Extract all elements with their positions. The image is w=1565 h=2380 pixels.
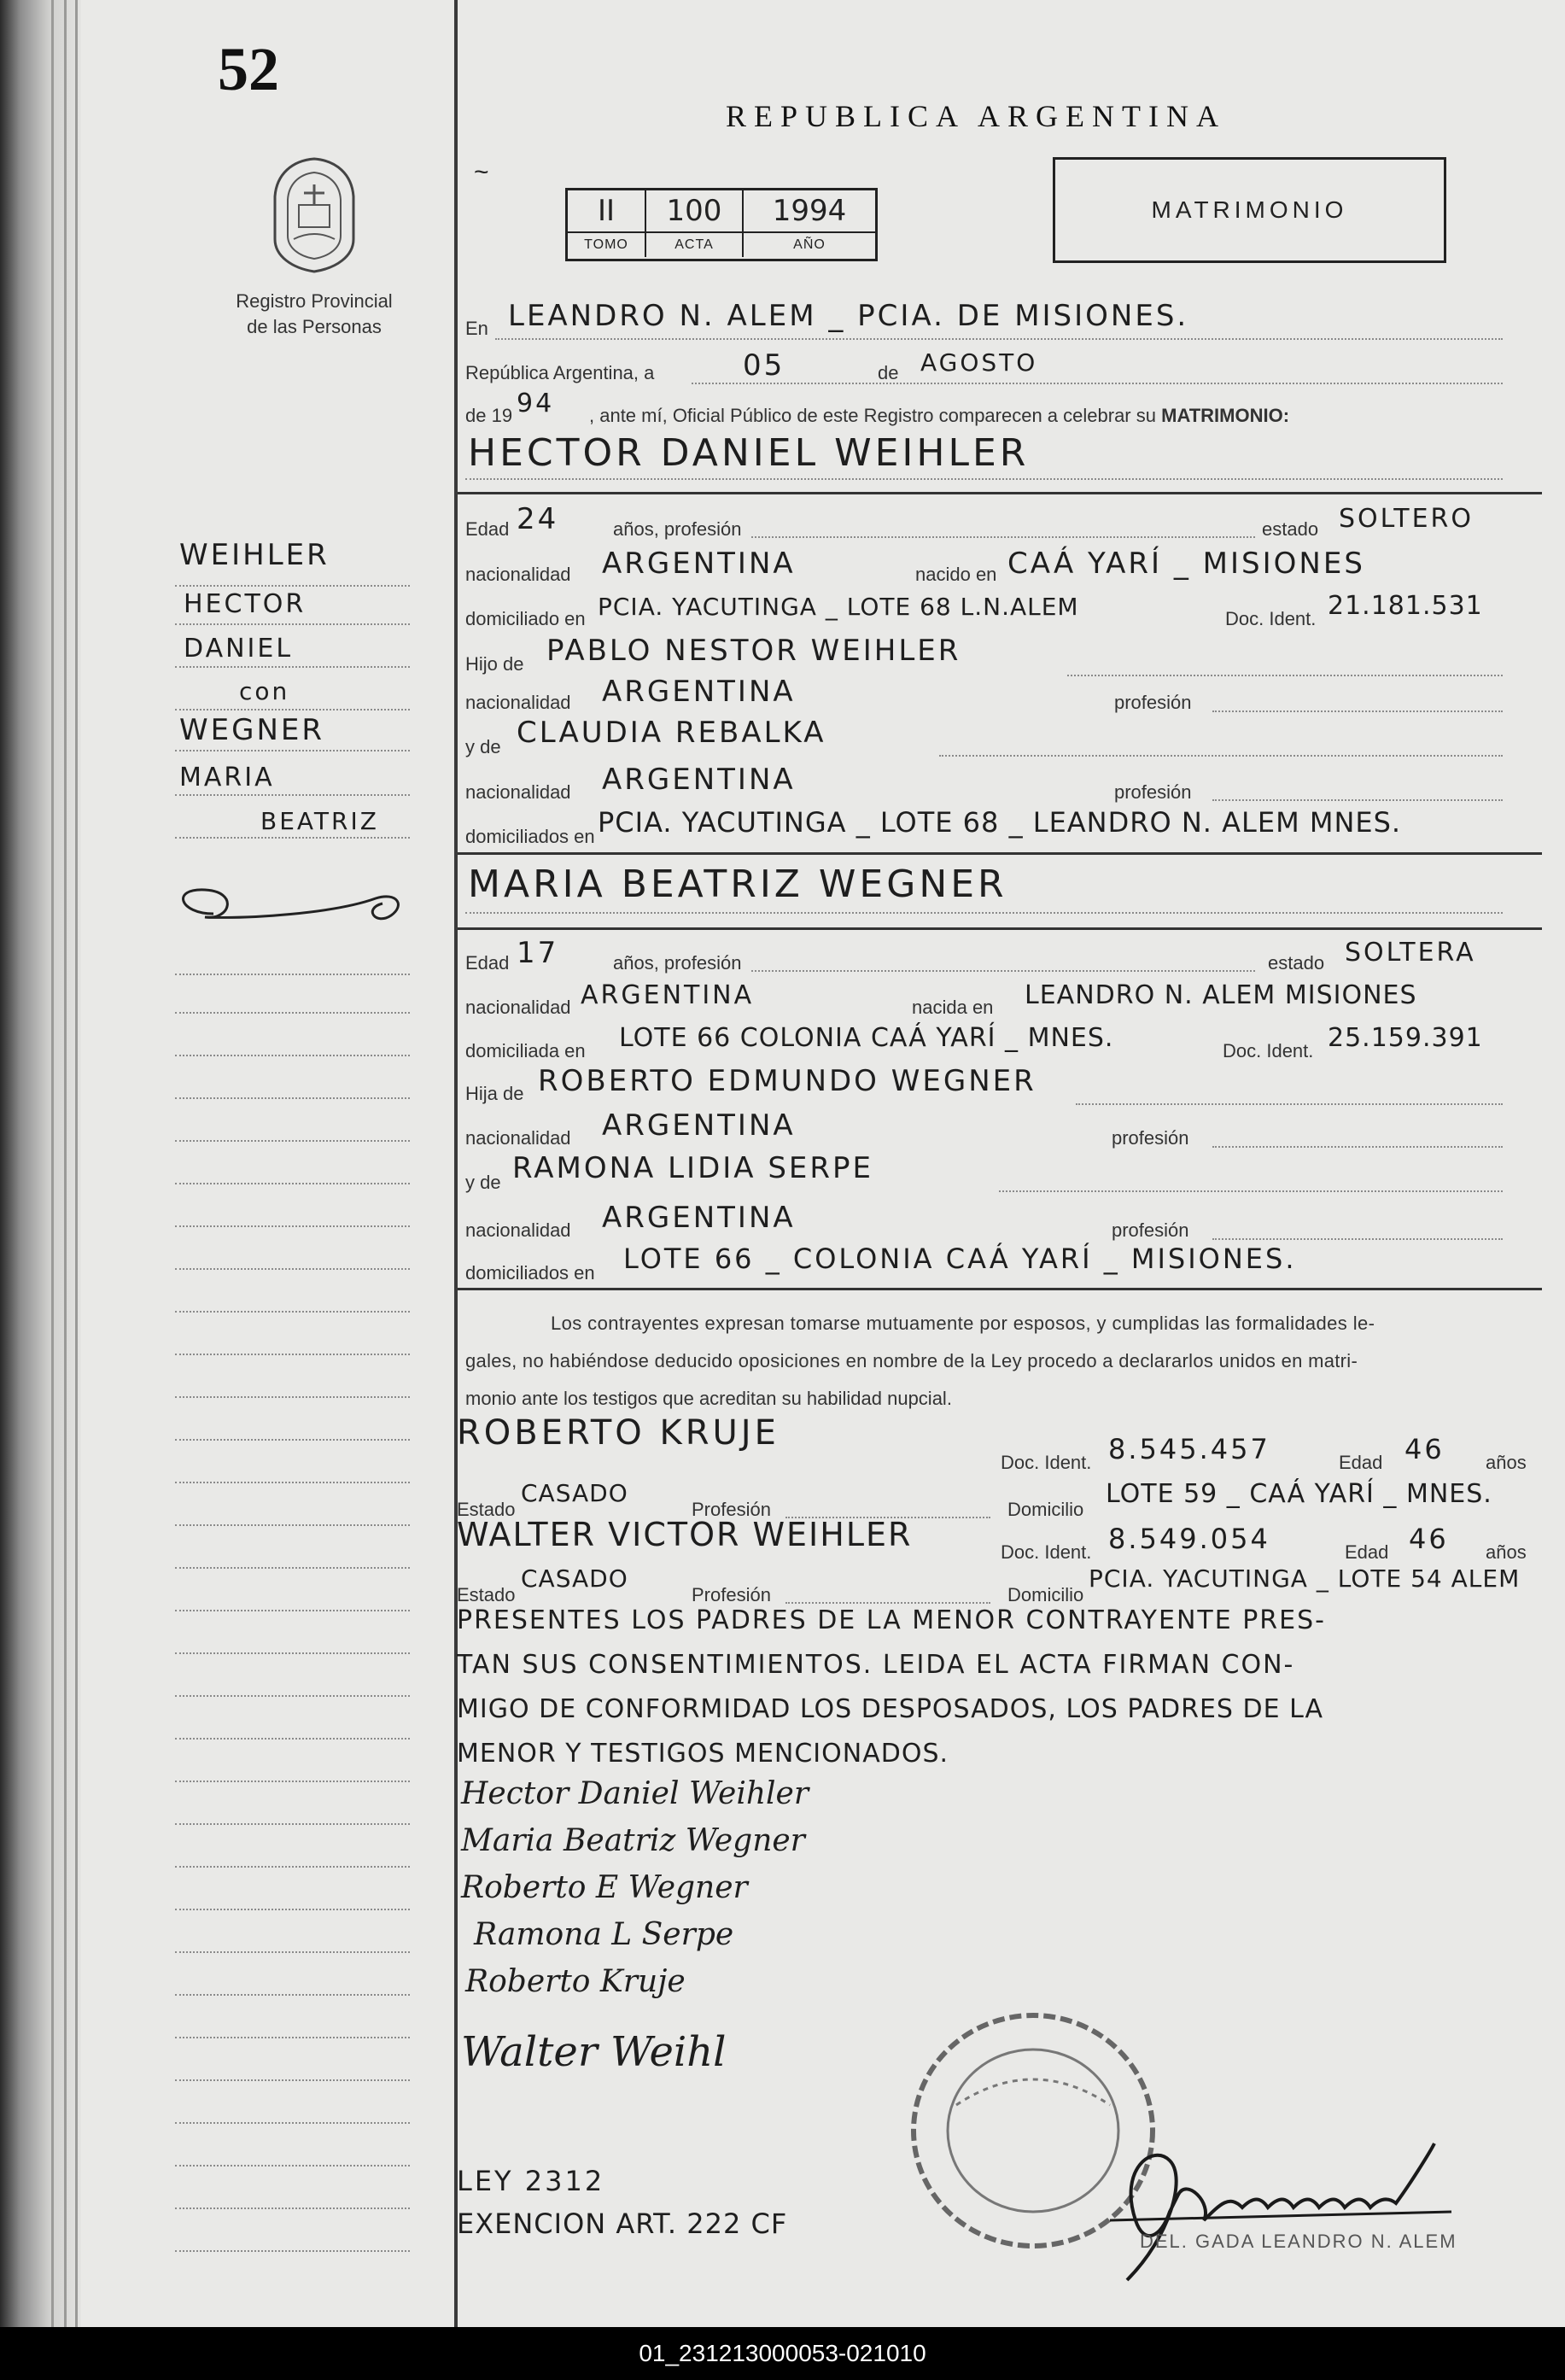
edad-label: Edad: [1339, 1452, 1383, 1473]
registry-line-2: de las Personas: [247, 316, 382, 337]
margin-rule: [175, 1012, 410, 1014]
groom-name: HECTOR DANIEL WEIHLER: [468, 431, 1030, 475]
margin-note-name: DANIEL: [184, 634, 294, 664]
year-suffix: 94: [517, 389, 555, 418]
margin-rule: [175, 1695, 410, 1697]
bride-status: SOLTERA: [1345, 938, 1476, 968]
groom-address: PCIA. YACUTINGA _ LOTE 68 L.N.ALEM: [598, 593, 1079, 621]
margin-rule: [175, 1439, 410, 1441]
domiciliados-label: domiciliados en: [465, 1262, 595, 1284]
bride-doc: 25.159.391: [1328, 1023, 1483, 1053]
official-stamp-text: DEL. GADA LEANDRO N. ALEM: [1140, 2231, 1457, 2252]
margin-rule: [175, 1951, 410, 1953]
de-label: de: [878, 362, 899, 383]
hijo-label: Hijo de: [465, 653, 524, 675]
estado-label: Estado: [457, 1584, 516, 1605]
groom-nationality: ARGENTINA: [602, 547, 796, 581]
margin-rule: [175, 666, 410, 668]
signature-groom: Hector Daniel Weihler: [461, 1776, 809, 1811]
section-rule: [458, 492, 1542, 494]
edad-label: Edad: [465, 952, 510, 974]
hija-label: Hija de: [465, 1083, 524, 1104]
margin-rule: [175, 1567, 410, 1569]
anos-label: años: [1486, 1452, 1527, 1473]
intro-text-wrap: [589, 405, 1289, 427]
image-caption: 01_231213000053-021010: [0, 2327, 1565, 2380]
groom-mother: CLAUDIA REBALKA: [517, 716, 826, 750]
doc-label: Doc. Ident.: [1001, 1541, 1092, 1563]
bride-nationality: ARGENTINA: [581, 980, 755, 1010]
margin-rule: [175, 2250, 410, 2252]
margin-note-surname-bride: WEGNER: [179, 713, 324, 747]
signature-witness-2: Walter Weihl: [461, 2028, 727, 2076]
act-number-box: [565, 188, 878, 261]
bride-address: LOTE 66 COLONIA CAÁ YARÍ _ MNES.: [619, 1023, 1114, 1053]
margin-rule: [175, 1482, 410, 1483]
nacionalidad-label: nacionalidad: [465, 1219, 571, 1241]
anio-value: 1994: [772, 194, 847, 228]
nacionalidad-label: nacionalidad: [465, 692, 571, 713]
margin-rule: [175, 1652, 410, 1654]
margin-rule: [175, 2079, 410, 2081]
acta-label: ACTA: [646, 231, 742, 257]
margin-rule: [175, 1866, 410, 1868]
margin-rule: [175, 709, 410, 710]
record-type-box: MATRIMONIO: [1053, 157, 1446, 263]
acta-cell: [646, 190, 744, 257]
tomo-label: TOMO: [568, 231, 645, 257]
note-line-3: MIGO DE CONFORMIDAD LOS DESPOSADOS, LOS PADRES DE LA: [457, 1694, 1324, 1724]
fill-line: [1067, 675, 1503, 676]
margin-rule: [175, 1354, 410, 1355]
edad-label: Edad: [1345, 1541, 1389, 1563]
fill-line: [1212, 1146, 1503, 1148]
margin-rule: [175, 1311, 410, 1313]
fill-line: [785, 1602, 990, 1604]
groom-father-nationality: ARGENTINA: [602, 675, 796, 709]
nacionalidad-label: nacionalidad: [465, 1127, 571, 1149]
bride-mother-nationality: ARGENTINA: [602, 1201, 796, 1235]
section-rule: [458, 852, 1542, 855]
doc-label: Doc. Ident.: [1225, 608, 1317, 629]
section-rule: [458, 1288, 1542, 1290]
profesion-label: Profesión: [692, 1584, 771, 1605]
en-label: En: [465, 318, 488, 339]
margin-rule: [175, 2207, 410, 2209]
margin-rule: [175, 1140, 410, 1142]
place-value: LEANDRO N. ALEM _ PCIA. DE MISIONES.: [508, 299, 1189, 333]
groom-doc: 21.181.531: [1328, 591, 1483, 621]
margin-rule: [175, 1909, 410, 1910]
groom-status: SOLTERO: [1339, 504, 1474, 534]
groom-parents-address: PCIA. YACUTINGA _ LOTE 68 _ LEANDRO N. ALEM MNES.: [598, 806, 1402, 839]
margin-rule: [175, 585, 410, 587]
margin-rule: [175, 750, 410, 751]
estado-label: Estado: [457, 1499, 516, 1520]
domicilio-label: Domicilio: [1007, 1499, 1084, 1520]
margin-rule: [175, 974, 410, 975]
fill-line: [692, 383, 1503, 384]
margin-rule: [175, 2037, 410, 2038]
anos-label: años: [1486, 1541, 1527, 1563]
declaration-line-3: monio ante los testigos que acreditan su habilidad nupcial.: [465, 1388, 952, 1409]
republica-label: República Argentina, a: [465, 362, 655, 383]
acta-value: 100: [666, 194, 722, 228]
registry-title: [212, 289, 417, 340]
margin-rule: [175, 2122, 410, 2124]
margin-note-surname-groom: WEIHLER: [179, 538, 330, 572]
bride-father: ROBERTO EDMUNDO WEGNER: [538, 1064, 1037, 1098]
tomo-value: II: [597, 194, 616, 228]
edad-label: Edad: [465, 518, 510, 540]
fill-line: [999, 1190, 1503, 1192]
page-edge: [75, 0, 78, 2327]
nacionalidad-label: nacionalidad: [465, 781, 571, 803]
registry-line-1: Registro Provincial: [236, 290, 393, 312]
profesion-label: profesión: [1112, 1127, 1189, 1149]
anos-profesion-label: años, profesión: [613, 518, 742, 540]
page-edge: [64, 0, 67, 2327]
domicilio-label: Domicilio: [1007, 1584, 1084, 1605]
fill-line: [465, 478, 1503, 480]
book-spine: [0, 0, 81, 2327]
note-line-1: PRESENTES LOS PADRES DE LA MENOR CONTRAYENTE PRES-: [457, 1605, 1326, 1635]
doc-label: Doc. Ident.: [1223, 1040, 1314, 1061]
nacionalidad-label: nacionalidad: [465, 997, 571, 1018]
witness-2-address: PCIA. YACUTINGA _ LOTE 54 ALEM: [1089, 1564, 1521, 1593]
fill-line: [495, 338, 1503, 340]
domicilio-label: domiciliada en: [465, 1040, 586, 1061]
margin-rule: [175, 1225, 410, 1227]
coat-of-arms-seal: [266, 154, 362, 275]
margin-rule: [175, 2165, 410, 2167]
signature-bride-father: Roberto E Wegner: [461, 1870, 748, 1905]
note-line-4: MENOR Y TESTIGOS MENCIONADOS.: [457, 1739, 949, 1769]
fill-line: [751, 970, 1255, 972]
day-value: 05: [743, 348, 785, 383]
margin-rule: [175, 1524, 410, 1526]
margin-rule: [175, 1994, 410, 1996]
profesion-label: profesión: [1114, 781, 1192, 803]
tomo-cell: [568, 190, 646, 257]
anio-label: AÑO: [744, 231, 875, 257]
bride-age: 17: [517, 936, 559, 970]
margin-note-con: con: [239, 677, 290, 705]
y-de-label: y de: [465, 736, 501, 757]
margin-rule: [175, 1055, 410, 1056]
signature-bride-mother: Ramona L Serpe: [474, 1917, 734, 1952]
margin-note-name: HECTOR: [184, 589, 307, 619]
fill-line: [939, 755, 1503, 757]
intro-text-bold: MATRIMONIO:: [1161, 405, 1290, 426]
bride-name: MARIA BEATRIZ WEGNER: [468, 863, 1007, 906]
estado-label: estado: [1268, 952, 1325, 974]
bride-father-nationality: ARGENTINA: [602, 1108, 796, 1143]
margin-note-name: BEATRIZ: [260, 807, 379, 835]
domicilio-label: domiciliado en: [465, 608, 586, 629]
witness-2-name: WALTER VICTOR WEIHLER: [457, 1516, 913, 1553]
fill-line: [1212, 710, 1503, 712]
declaration-line-2: gales, no habiéndose deducido oposiciones en nombre de la Ley procedo a declararlos unidos en matri-: [465, 1350, 1358, 1371]
groom-mother-nationality: ARGENTINA: [602, 763, 796, 797]
domiciliados-label: domiciliados en: [465, 826, 595, 847]
page-number: 52: [218, 35, 279, 103]
signature-bride: Maria Beatriz Wegner: [461, 1823, 805, 1858]
margin-rule: [175, 1738, 410, 1740]
witness-1-age: 46: [1404, 1433, 1445, 1465]
bride-mother: RAMONA LIDIA SERPE: [512, 1151, 874, 1185]
nacida-label: nacida en: [912, 997, 994, 1018]
year-prefix: de 19: [465, 405, 513, 426]
margin-rule: [175, 794, 410, 796]
section-rule: [458, 927, 1542, 930]
profesion-label: Profesión: [692, 1499, 771, 1520]
fill-line: [1076, 1103, 1503, 1105]
intro-text: , ante mí, Oficial Público de este Registro comparecen a celebrar su: [589, 405, 1156, 426]
column-divider: [454, 0, 458, 2327]
margin-rule: [175, 623, 410, 625]
witness-2-doc: 8.549.054: [1108, 1523, 1270, 1555]
witness-1-name: ROBERTO KRUJE: [457, 1413, 780, 1453]
margin-rule: [175, 837, 410, 839]
margin-rule: [175, 1268, 410, 1270]
margin-rule: [175, 1823, 410, 1825]
official-signature: [1093, 2118, 1486, 2297]
mark-icon: ~: [474, 158, 489, 186]
anio-cell: [744, 190, 875, 257]
profesion-label: profesión: [1114, 692, 1192, 713]
fill-line: [1212, 799, 1503, 801]
signature-witness-1: Roberto Kruje: [465, 1964, 686, 1999]
month-value: AGOSTO: [920, 348, 1038, 377]
margin-note-name: MARIA: [179, 763, 275, 792]
margin-rule: [175, 1396, 410, 1398]
country-header: REPUBLICA ARGENTINA: [726, 99, 1227, 133]
margin-rule: [175, 1781, 410, 1782]
witness-2-status: CASADO: [521, 1564, 628, 1593]
witness-1-status: CASADO: [521, 1479, 628, 1507]
margin-rule: [175, 1183, 410, 1184]
groom-birthplace: CAÁ YARÍ _ MISIONES: [1007, 547, 1365, 581]
note-line-2: TAN SUS CONSENTIMIENTOS. LEIDA EL ACTA FIRMAN CON-: [457, 1650, 1295, 1680]
witness-1-address: LOTE 59 _ CAÁ YARÍ _ MNES.: [1106, 1479, 1492, 1509]
fill-line: [1212, 1238, 1503, 1240]
declaration-text: [465, 1305, 1524, 1418]
margin-rule: [175, 1097, 410, 1099]
margin-rule: [175, 1610, 410, 1611]
doc-label: Doc. Ident.: [1001, 1452, 1092, 1473]
law-line-2: EXENCION ART. 222 CF: [457, 2207, 788, 2240]
law-line-1: LEY 2312: [457, 2165, 605, 2197]
nacionalidad-label: nacionalidad: [465, 564, 571, 585]
profesion-label: profesión: [1112, 1219, 1189, 1241]
bride-birthplace: LEANDRO N. ALEM MISIONES: [1025, 980, 1417, 1010]
flourish-mark: [162, 880, 410, 939]
witness-1-doc: 8.545.457: [1108, 1433, 1270, 1465]
groom-father: PABLO NESTOR WEIHLER: [546, 634, 961, 668]
page-edge: [51, 0, 54, 2327]
estado-label: estado: [1262, 518, 1319, 540]
declaration-line-1: Los contrayentes expresan tomarse mutuamente por esposos, y cumplidas las formalidades le-: [551, 1313, 1375, 1334]
anos-profesion-label: años, profesión: [613, 952, 742, 974]
bride-parents-address: LOTE 66 _ COLONIA CAÁ YARÍ _ MISIONES.: [623, 1243, 1297, 1275]
witness-2-age: 46: [1409, 1523, 1449, 1555]
nacido-label: nacido en: [915, 564, 997, 585]
fill-line: [751, 536, 1255, 538]
y-de-label: y de: [465, 1172, 501, 1193]
groom-age: 24: [517, 502, 559, 536]
fill-line: [465, 912, 1503, 914]
